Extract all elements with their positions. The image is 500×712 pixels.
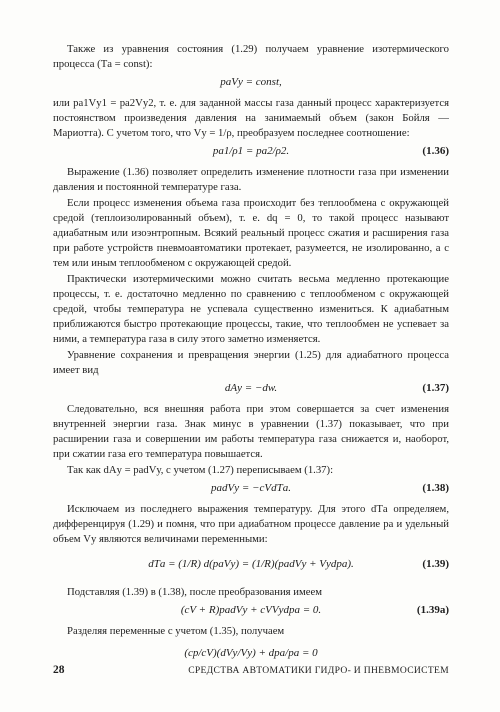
equation-formula: pа1/ρ1 = pа2/ρ2. (212, 145, 290, 157)
paragraph: Также из уравнения состояния (1.29) получаем уравнение изотермического процесса (Tа = const): (53, 43, 449, 70)
running-title: СРЕДСТВА АВТОМАТИКИ ГИДРО- И ПНЕВМОСИСТЕМ (188, 665, 449, 676)
equation-number: (1.39a) (416, 604, 449, 616)
page-footer (53, 664, 449, 678)
equation-1-38 (53, 479, 449, 499)
paragraph: Уравнение сохранения и превращения энергии (1.25) для адиабатного процесса имеет вид (53, 349, 449, 376)
equation-1-37 (53, 379, 449, 399)
paragraph: Подставляя (1.39) в (1.38), после преобразования имеем (67, 586, 323, 598)
equation-isotherm (53, 73, 449, 93)
paragraph: или pа1Vу1 = pа2Vу2, т. е. для заданной массы газа данный процесс характеризуется постоянством произведения давления на занимаемый объем (закон Бойля — Мариотта). С учетом того, что Vу = 1/ρ, преобразуем последнее соотношение: (53, 97, 449, 139)
equation-formula: (cp/cV)(dVу/Vу) + dpа/pа = 0 (184, 647, 318, 659)
paragraph: Выражение (1.36) позволяет определить изменение плотности газа при изменении давления и постоянной температуре газа. (53, 166, 449, 193)
paragraph: Если процесс изменения объема газа происходит без теплообмена с окружающей средой (теплоизолированный объем), т. е. dq = 0, то такой процесс называют адиабатным или изоэнтропным. Всякий реальный процесс сжатия и расширения газа при работе устройств пневмоавтоматики протекает, разумеется, не изолированно, а с тем или иным теплообменом с окружающей средой. (53, 197, 449, 269)
paragraph: Следовательно, вся внешняя работа при этом совершается за счет изменения внутренней энергии газа. Знак минус в уравнении (1.37) показывает, что при расширении газа и совершении им работы температура газа снижается и, наоборот, при сжатии газа его температура повышается. (53, 403, 449, 460)
equation-formula: pаVу = const, (220, 76, 282, 88)
body-text (53, 42, 449, 687)
page-number: 28 (53, 664, 65, 676)
equation-1-39 (53, 548, 449, 582)
equation-formula: (cV + R)pаdVу + cVVуdpа = 0. (180, 604, 322, 616)
paragraph: Исключаем из последнего выражения температуру. Для этого dTа определяем, дифференцируя (1.29) и помня, что при адиабатном процессе давление pа и удельный объем Vу являются величинами переменными: (53, 503, 449, 545)
paragraph: Разделяя переменные с учетом (1.35), получаем (67, 625, 285, 637)
equation-number: (1.38) (422, 482, 449, 494)
equation-number: (1.37) (422, 382, 449, 394)
equation-formula: dTа = (1/R) d(pаVу) = (1/R)(pаdVу + Vуdpа). (148, 558, 354, 570)
paragraph: Практически изотермическими можно считать весьма медленно протекающие процессы, т. е. достаточно медленно по сравнению с теплообменом с окружающей средой, чтобы температура не успевала существенно измениться. К адиабатным приближаются быстро протекающие процессы, такие, что теплообмен не успевает за ними, а температура газа в силу этого заметно изменяется. (53, 273, 449, 345)
equation-number: (1.39) (422, 558, 449, 570)
equation-formula: pаdVу = −cVdTа. (211, 482, 291, 494)
equation-number: (1.36) (422, 145, 449, 157)
equation-1-36 (53, 142, 449, 162)
equation-1-39a (53, 601, 449, 621)
equation-formula: dAу = −dw. (224, 382, 278, 394)
paragraph: Так как dAу = pаdVу, с учетом (1.27) переписываем (1.37): (67, 464, 334, 476)
